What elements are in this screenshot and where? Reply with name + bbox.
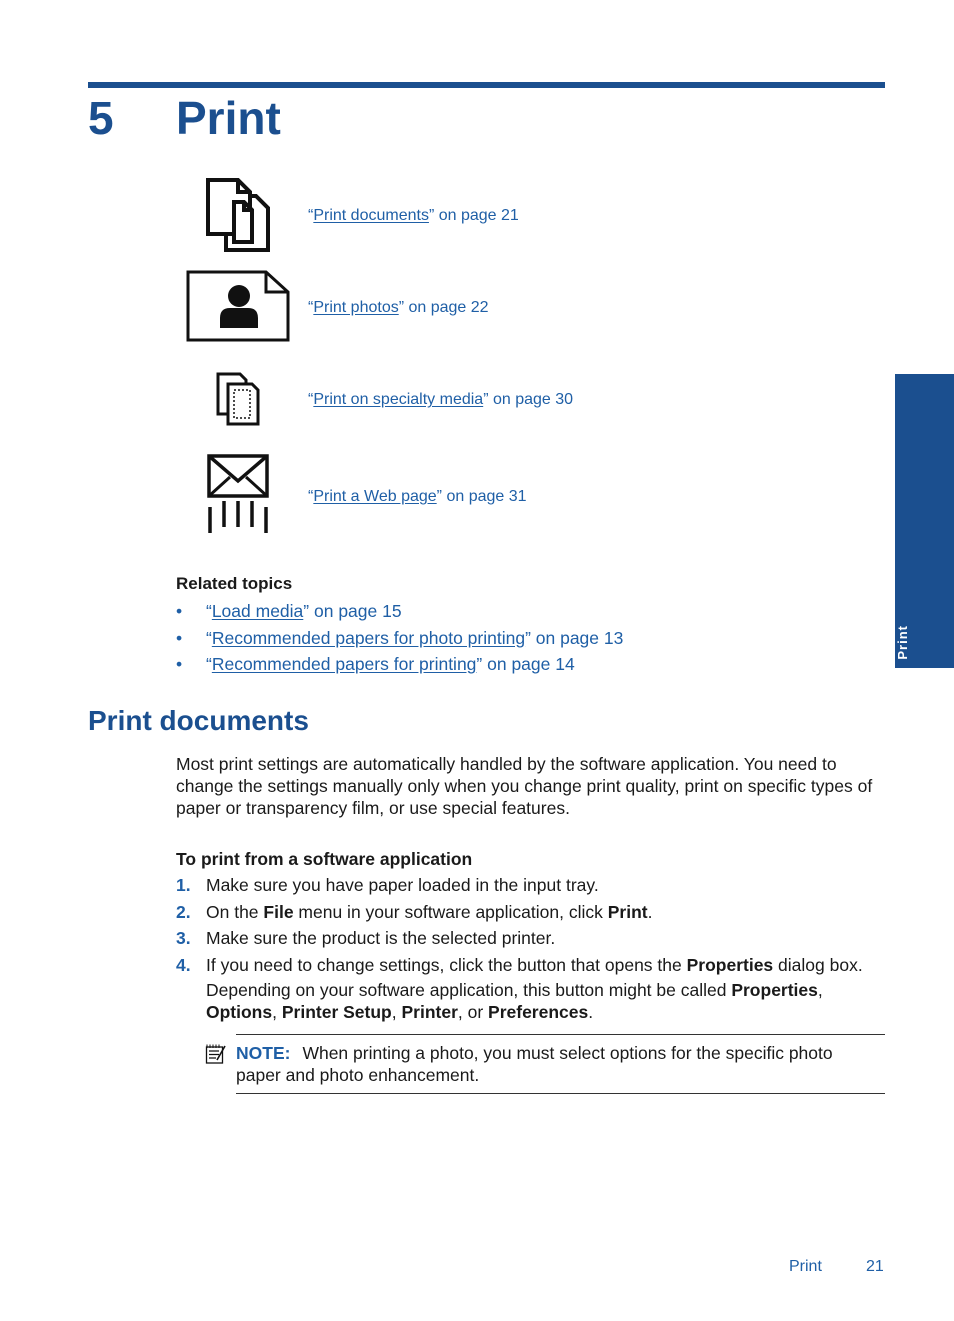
chapter-side-tab xyxy=(895,374,954,668)
related-link[interactable]: Recommended papers for printing xyxy=(211,654,477,674)
footer-section-name: Print xyxy=(789,1258,822,1275)
specialty-media-icon xyxy=(214,370,262,426)
web-page-envelope-icon xyxy=(204,453,272,537)
procedure-step xyxy=(176,901,888,923)
footer-page-number: 21 xyxy=(866,1258,884,1275)
note-icon xyxy=(205,1043,227,1065)
procedure-steps xyxy=(176,874,888,1027)
chapter-title: Print xyxy=(176,92,281,144)
note-label: NOTE: xyxy=(236,1043,291,1063)
bullet: • xyxy=(176,654,183,674)
chapter-number: 5 xyxy=(88,92,114,144)
photo-icon xyxy=(186,270,290,342)
bullet: • xyxy=(176,601,183,621)
procedure-title: To print from a software application xyxy=(176,849,473,869)
nav-link-print-documents[interactable]: “Print documents” on page 21 xyxy=(308,207,519,224)
procedure-step xyxy=(176,874,888,896)
note-text xyxy=(236,1042,876,1086)
nav-link-web-page[interactable]: “Print a Web page” on page 31 xyxy=(308,488,527,505)
step-number: 4. xyxy=(176,954,191,975)
related-topics-heading: Related topics xyxy=(176,574,293,593)
note-body: When printing a photo, you must select options for the specific photo paper and photo enhancement. xyxy=(236,1043,833,1085)
section-title: Print documents xyxy=(88,705,309,736)
step-number: 1. xyxy=(176,875,191,895)
nav-link-text[interactable]: Print documents xyxy=(313,207,429,224)
chapter-rule xyxy=(88,82,885,88)
step-text: If you need to change settings, click the button that opens the Properties dialog box. xyxy=(206,954,863,975)
nav-link-text[interactable]: Print photos xyxy=(313,299,399,316)
note-box xyxy=(236,1034,885,1094)
related-link[interactable]: Load media xyxy=(211,601,304,621)
step-continuation: Depending on your software application, this button might be called Properties, Options, Printer Setup, Printer, or Preferences. xyxy=(206,979,823,1022)
procedure-step xyxy=(176,954,888,1023)
step-text: Make sure you have paper loaded in the input tray. xyxy=(206,875,599,895)
step-number: 3. xyxy=(176,928,191,948)
nav-link-text[interactable]: Print on specialty media xyxy=(313,391,484,408)
step-text: On the File menu in your software application, click Print. xyxy=(206,901,653,922)
nav-link-text[interactable]: Print a Web page xyxy=(313,488,437,505)
step-text: Make sure the product is the selected printer. xyxy=(206,928,556,948)
documents-icon xyxy=(204,176,272,254)
step-number: 2. xyxy=(176,901,191,922)
nav-link-specialty-media[interactable]: “Print on specialty media” on page 30 xyxy=(308,391,574,408)
procedure-step xyxy=(176,927,888,949)
section-intro: Most print settings are automatically handled by the software application. You need to change the settings manually only when you change print quality, print on specific types of paper or transparency film, or use special features. xyxy=(176,754,873,818)
bullet: • xyxy=(176,627,183,648)
related-link[interactable]: Recommended papers for photo printing xyxy=(211,627,526,648)
nav-link-print-photos[interactable]: “Print photos” on page 22 xyxy=(308,299,489,316)
side-tab-label: Print xyxy=(895,625,910,660)
